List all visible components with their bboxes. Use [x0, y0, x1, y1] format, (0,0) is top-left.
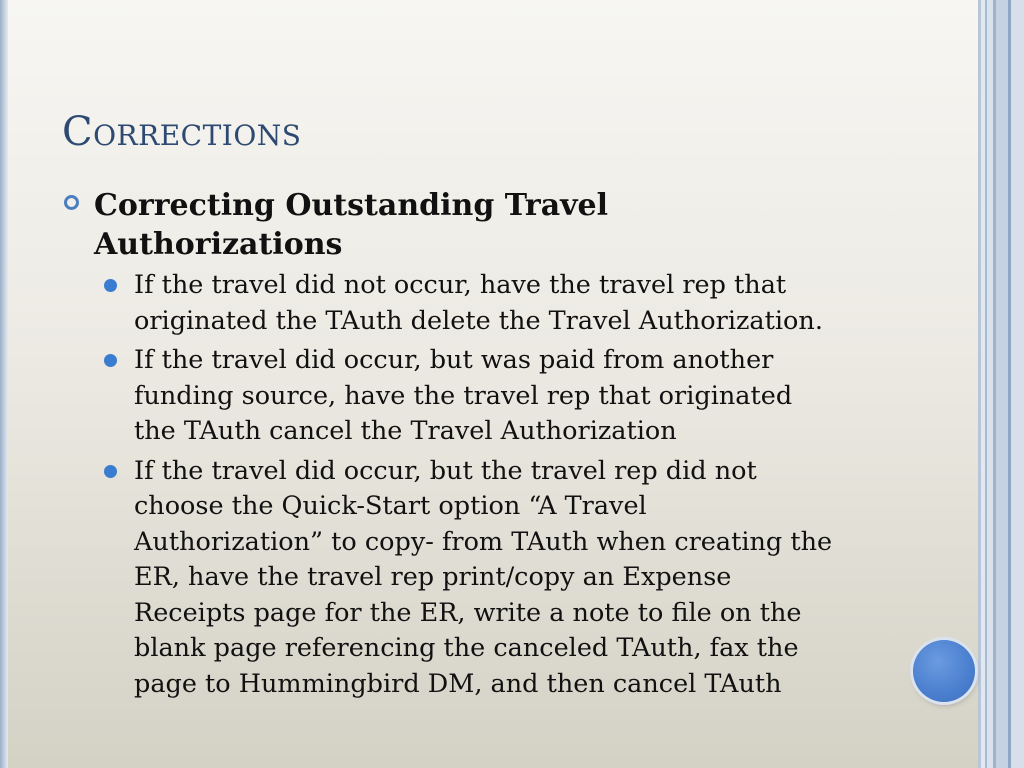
bullet-text-line: If the travel did occur, but was paid from another — [134, 345, 774, 375]
bullet-level1 — [64, 186, 894, 264]
bullet-text-line: If the travel did occur, but the travel rep did not — [134, 455, 757, 486]
bullet-text-line: blank page referencing the canceled TAuth, fax the — [134, 633, 799, 663]
bullet-text-line: choose the Quick-Start option “A Travel — [134, 491, 647, 521]
bullet-level2-item — [104, 454, 894, 703]
bullet-text-line: Authorization” to copy- from TAuth when creating the — [134, 526, 833, 557]
bullet-text-line: funding source, have the travel rep that originated — [134, 380, 793, 411]
dot-bullet-icon — [104, 279, 117, 292]
ring-bullet-icon — [64, 195, 79, 210]
right-decorative-band — [978, 0, 1024, 768]
bullet-heading-line: Authorizations — [94, 227, 343, 262]
bullet-text-line: originated the TAuth delete the Travel Authorization. — [134, 305, 823, 336]
bullet-text-line: If the travel did not occur, have the travel rep that — [134, 270, 787, 300]
bullet-heading-line: Correcting Outstanding Travel — [94, 188, 609, 223]
bullet-text-line: page to Hummingbird DM, and then cancel TAuth — [134, 668, 782, 699]
bullet-level2-item — [104, 343, 894, 450]
dot-bullet-icon — [104, 465, 117, 478]
bullet-level2-item — [104, 268, 894, 339]
bullet-text-line: Receipts page for the ER, write a note to file on the — [134, 597, 802, 628]
slide-content — [64, 186, 894, 702]
left-border — [0, 0, 8, 768]
slide-title: Corrections — [62, 109, 302, 155]
circle-icon[interactable] — [913, 640, 975, 702]
dot-bullet-icon — [104, 354, 117, 367]
bullet-text-line: the TAuth cancel the Travel Authorization — [134, 416, 677, 446]
bullet-text-line: ER, have the travel rep print/copy an Expense — [134, 562, 732, 592]
